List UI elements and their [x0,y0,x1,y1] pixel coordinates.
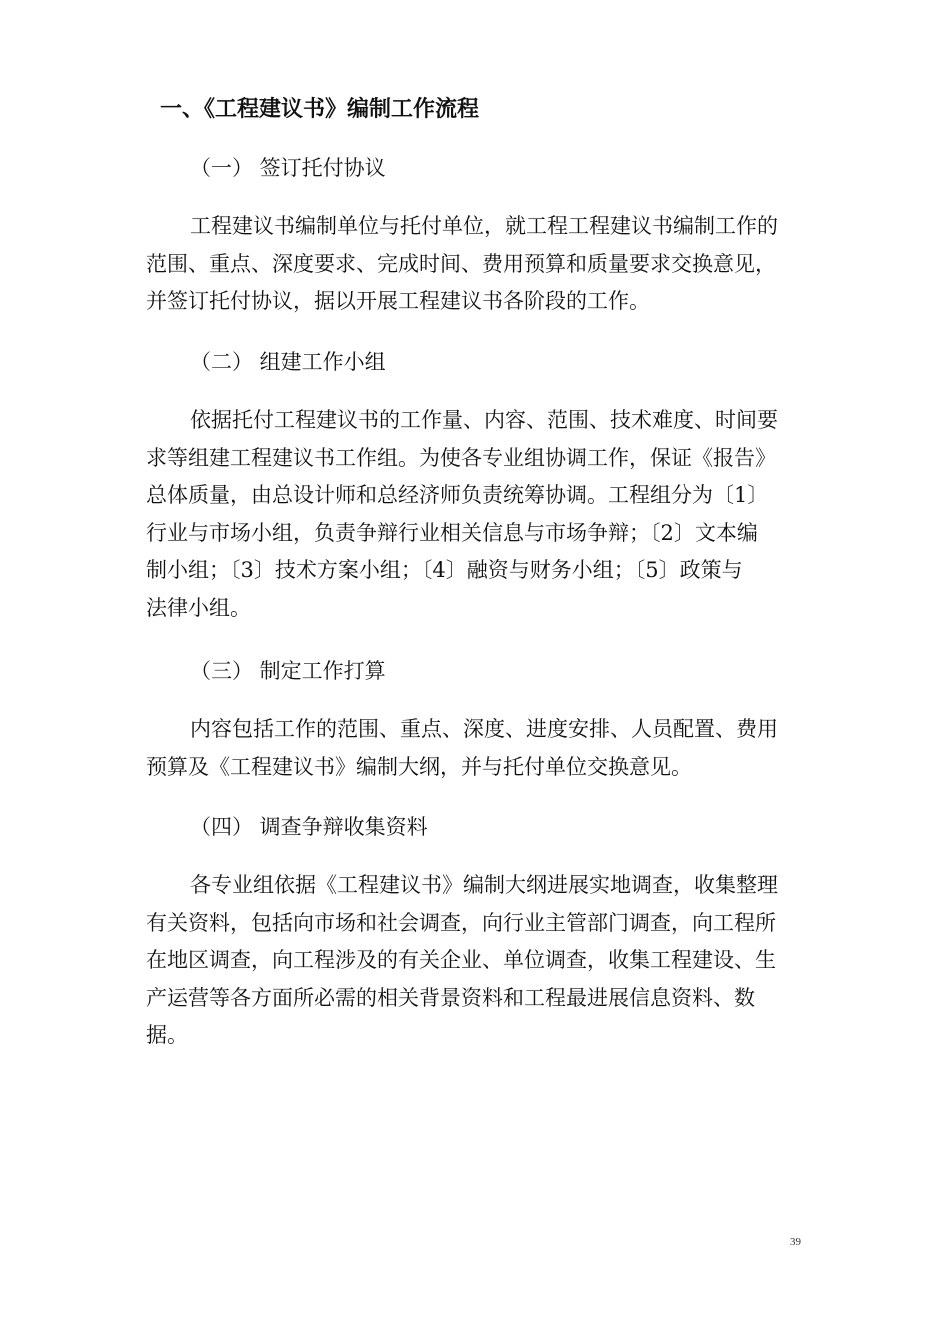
paragraph-line: 有关资料，包括向市场和社会调查，向行业主管部门调查，向工程所 [146,910,776,935]
paragraph-line: 法律小组。 [146,595,251,620]
paragraph-4 [146,867,826,1055]
paragraph-line: 范围、重点、深度要求、完成时间、费用预算和质量要求交换意见， [146,251,776,276]
paragraph-line: 并签订托付协议，据以开展工程建议书各阶段的工作。 [146,289,650,313]
paragraph-line: 内容包括工作的范围、重点、深度、进度安排、人员配置、费用 [190,717,778,741]
paragraph-line: 各专业组依据《工程建议书》编制大纲进展实地调查，收集整理 [190,873,778,897]
paragraph-line: 求等组建工程建议书工作组。为使各专业组协调工作，保证《报告》 [146,445,776,470]
paragraph-line: 制小组；〔3〕技术方案小组；〔4〕融资与财务小组；〔5〕政策与 [146,558,743,582]
subsection-title-2: （二） 组建工作小组 [190,350,386,374]
paragraph-line: 产运营等各方面所必需的相关背景资料和工程最进展信息资料、数 [146,985,755,1010]
paragraph-1 [146,208,826,321]
paragraph-line: 行业与市场小组，负责争辩行业相关信息与市场争辩；〔2〕文本编 [146,520,758,545]
subsection-title-1: （一） 签订托付协议 [190,156,386,180]
paragraph-line: 总体质量，由总设计师和总经济师负责统筹协调。工程组分为〔1〕 [146,483,769,507]
paragraph-line: 依据托付工程建议书的工作量、内容、范围、技术难度、时间要 [190,408,778,432]
paragraph-line: 工程建议书编制单位与托付单位，就工程工程建议书编制工作的 [190,214,778,238]
page-number: 39 [790,1236,801,1248]
subsection-title-4: （四） 调查争辩收集资料 [190,815,428,839]
section-heading: 一、《工程建议书》编制工作流程 [160,97,480,122]
subsection-title-3: （三） 制定工作打算 [190,659,386,683]
paragraph-line: 在地区调查，向工程涉及的有关企业、单位调查，收集工程建设、生 [146,948,776,972]
paragraph-line: 据。 [146,1023,188,1047]
paragraph-2 [146,402,826,627]
paragraph-3 [146,711,826,786]
paragraph-line: 预算及《工程建议书》编制大纲，并与托付单位交换意见。 [146,754,692,779]
